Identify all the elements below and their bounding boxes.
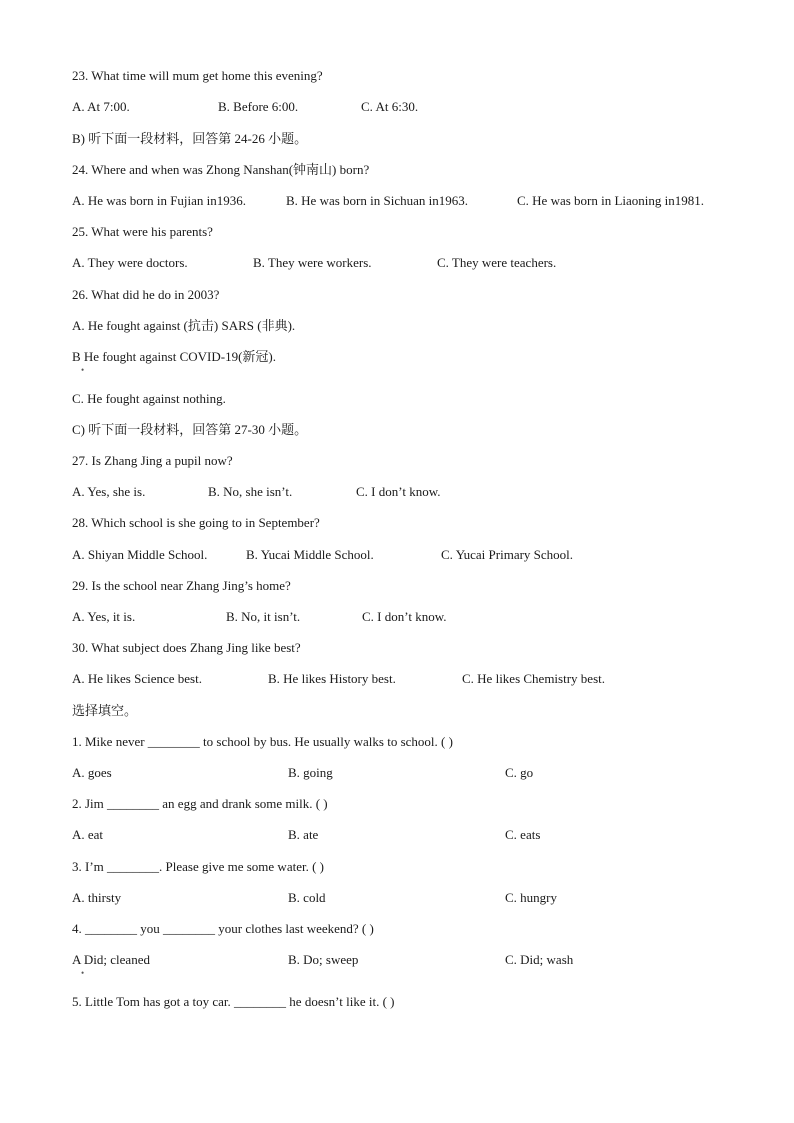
q30-option-c: C. He likes Chemistry best.: [462, 671, 605, 686]
question-26: 26. What did he do in 2003?: [72, 287, 220, 302]
fill-q2-option-a: A. eat: [72, 827, 104, 842]
fill-question-4: 4. ________ you ________ your clothes last weekend? ( ): [72, 921, 374, 936]
question-27: 27. Is Zhang Jing a pupil now?: [72, 453, 233, 468]
q26-option-b: B He fought against COVID-19(新冠).: [72, 349, 276, 364]
q29-option-b: B. No, it isn’t.: [226, 609, 301, 624]
fill-question-3: 3. I’m ________. Please give me some water. ( ): [72, 859, 324, 874]
fill-question-5: 5. Little Tom has got a toy car. ________ he doesn’t like it. ( ): [72, 994, 395, 1009]
question-25: 25. What were his parents?: [72, 224, 213, 239]
fill-q3-option-a: A. thirsty: [72, 890, 122, 905]
q25-option-a: A. They were doctors.: [72, 255, 188, 270]
q23-option-a: A. At 7:00.: [72, 99, 130, 114]
multiple-choice-heading: 选择填空。: [72, 703, 138, 718]
q28-option-b: B. Yucai Middle School.: [246, 547, 374, 562]
fill-q2-option-c: C. eats: [505, 827, 541, 842]
q25-option-b: B. They were workers.: [253, 255, 372, 270]
fill-q3-option-b: B. cold: [288, 890, 326, 905]
q30-option-a: A. He likes Science best.: [72, 671, 202, 686]
q24-option-a: A. He was born in Fujian in1936.: [72, 193, 247, 208]
q28-option-a: A. Shiyan Middle School.: [72, 547, 208, 562]
fill-q1-option-a: A. goes: [72, 765, 112, 780]
q27-option-b: B. No, she isn’t.: [208, 484, 293, 499]
question-23: 23. What time will mum get home this evening?: [72, 68, 323, 83]
fill-q4-option-b: B. Do; sweep: [288, 952, 359, 967]
fill-q1-option-b: B. going: [288, 765, 333, 780]
section-b-heading: B) 听下面一段材料，回答第 24-26 小题。: [72, 131, 308, 146]
fill-q2-option-b: B. ate: [288, 827, 319, 842]
stray-dot-mark: •: [81, 968, 85, 978]
section-c-heading: C) 听下面一段材料，回答第 27-30 小题。: [72, 422, 308, 437]
q27-option-c: C. I don’t know.: [356, 484, 441, 499]
fill-question-1: 1. Mike never ________ to school by bus. He usually walks to school. ( ): [72, 734, 453, 749]
question-28: 28. Which school is she going to in September?: [72, 515, 320, 530]
question-30: 30. What subject does Zhang Jing like best?: [72, 640, 301, 655]
fill-question-2: 2. Jim ________ an egg and drank some milk. ( ): [72, 796, 328, 811]
q30-option-b: B. He likes History best.: [268, 671, 396, 686]
question-29: 29. Is the school near Zhang Jing’s home?: [72, 578, 291, 593]
q24-option-b: B. He was born in Sichuan in1963.: [286, 193, 468, 208]
q23-option-b: B. Before 6:00.: [218, 99, 299, 114]
q28-option-c: C. Yucai Primary School.: [441, 547, 574, 562]
q23-option-c: C. At 6:30.: [361, 99, 419, 114]
fill-q4-option-c: C. Did; wash: [505, 952, 574, 967]
fill-q4-option-a: A Did; cleaned: [72, 952, 150, 967]
question-24: 24. Where and when was Zhong Nanshan(钟南山) born?: [72, 162, 370, 177]
stray-dot-mark: •: [81, 365, 85, 375]
q29-option-a: A. Yes, it is.: [72, 609, 136, 624]
q26-option-c: C. He fought against nothing.: [72, 391, 226, 406]
q24-option-c: C. He was born in Liaoning in1981.: [517, 193, 705, 208]
fill-q1-option-c: C. go: [505, 765, 534, 780]
fill-q3-option-c: C. hungry: [505, 890, 557, 905]
q27-option-a: A. Yes, she is.: [72, 484, 146, 499]
q29-option-c: C. I don’t know.: [362, 609, 447, 624]
q25-option-c: C. They were teachers.: [437, 255, 557, 270]
q26-option-a: A. He fought against (抗击) SARS (非典).: [72, 318, 296, 333]
